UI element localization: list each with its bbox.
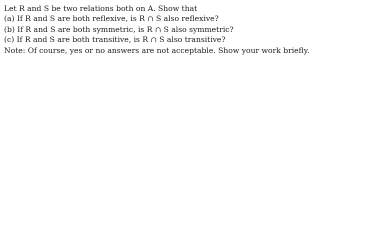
part-c: (c) If R and S are both transitive, is R ∩ S also transitive? <box>4 35 226 45</box>
problem-text <box>4 4 372 56</box>
problem-note: Note: Of course, yes or no answers are not acceptable. Show your work briefly. <box>4 45 310 55</box>
part-b: (b) If R and S are both symmetric, is R ∩ S also symmetric? <box>4 24 234 34</box>
part-a: (a) If R and S are both reflexive, is R ∩ S also reflexive? <box>4 14 219 24</box>
problem-intro: Let R and S be two relations both on A. Show that <box>4 4 198 13</box>
